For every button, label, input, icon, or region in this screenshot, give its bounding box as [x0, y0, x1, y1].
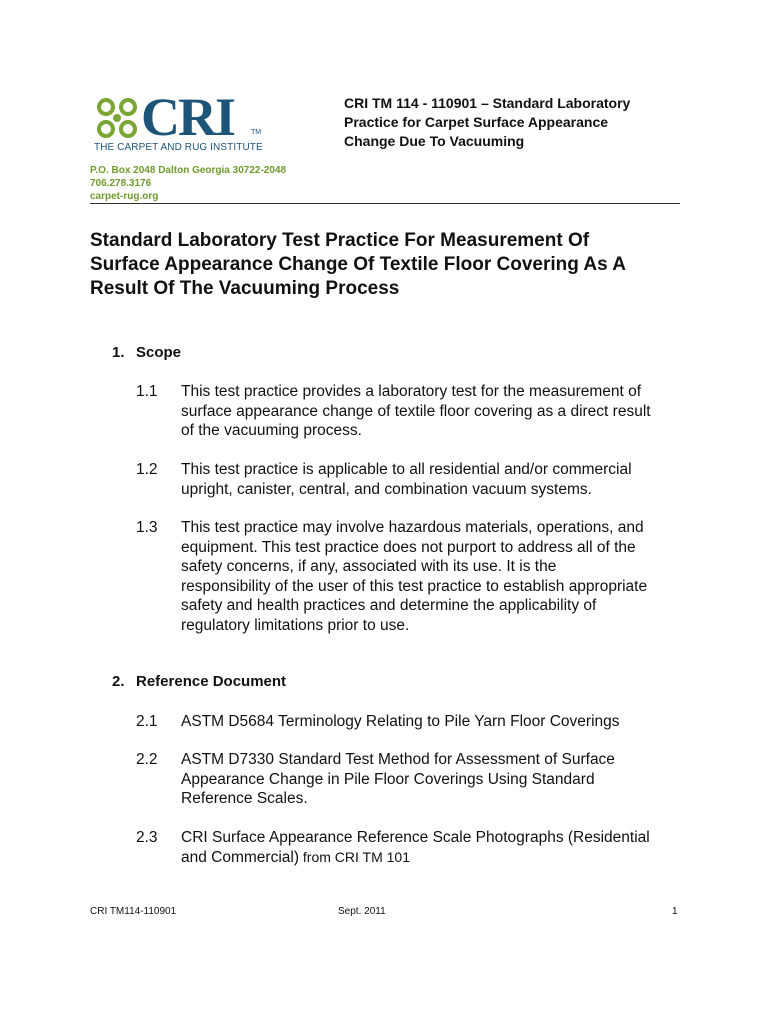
clause-line: regulatory limitations prior to use.	[181, 616, 410, 634]
clause-number: 1.1	[136, 383, 158, 400]
clause-line: surface appearance change of textile floor covering as a direct result	[181, 402, 651, 420]
clause-line: safety and health practices and determine the applicability of	[181, 597, 597, 614]
clause-line: ASTM D5684 Terminology Relating to Pile Yarn Floor Coverings	[181, 713, 620, 730]
clause-number: 1.2	[136, 461, 158, 478]
clause-line: Reference Scales.	[181, 790, 308, 807]
carpet-swirl-logo-icon	[94, 95, 140, 141]
cri-logo	[94, 87, 269, 159]
document-title-line: Result Of The Vacuuming Process	[90, 278, 400, 299]
section-heading-scope	[112, 343, 181, 363]
header-title-line: Practice for Carpet Surface Appearance	[344, 114, 609, 130]
header-title	[344, 94, 674, 151]
contact-block	[90, 164, 286, 203]
header-title-line: Change Due To Vacuuming	[344, 133, 525, 149]
clause-line: upright, canister, central, and combination vacuum systems.	[181, 480, 592, 498]
clause-text	[181, 382, 681, 441]
contact-website[interactable]: carpet-rug.org	[90, 191, 159, 202]
clause-text	[181, 750, 681, 809]
clause-line: ASTM D7330 Standard Test Method for Assessment of Surface	[181, 751, 615, 768]
contact-phone: 706.278.3176	[90, 178, 152, 189]
clause-suffix: from CRI TM 101	[299, 848, 411, 865]
footer-doc-id: CRI TM114-110901	[90, 906, 177, 917]
section-number: 2.	[112, 673, 125, 690]
section-title: Reference Document	[136, 673, 287, 690]
clause-line: This test practice may involve hazardous materials, operations, and	[181, 519, 644, 536]
clause-line: equipment. This test practice does not purport to address all of the	[181, 538, 636, 556]
clause-text	[181, 460, 681, 499]
header-title-line: CRI TM 114 - 110901 – Standard Laboratory	[344, 95, 631, 111]
clause-line: safety concerns, if any, associated with its use. It is the	[181, 558, 557, 575]
clause-line: This test practice provides a laboratory test for the measurement of	[181, 383, 642, 400]
clause-line	[181, 848, 681, 868]
clause-line: Appearance Change in Pile Floor Coverings Using Standard	[181, 770, 595, 788]
clause-number: 2.2	[136, 751, 158, 768]
clause-line: of the vacuuming process.	[181, 422, 362, 439]
logo-wordmark: CRI	[141, 87, 235, 147]
logo-subtitle: THE CARPET AND RUG INSTITUTE	[94, 142, 263, 153]
header-divider	[90, 203, 680, 204]
footer-page-number: 1	[672, 906, 678, 917]
clause-line-text: and Commercial)	[181, 848, 300, 866]
clause-line: This test practice is applicable to all residential and/or commercial	[181, 461, 632, 478]
section-heading-reference-document	[112, 672, 286, 692]
clause-text	[181, 828, 681, 867]
contact-address: P.O. Box 2048 Dalton Georgia 30722-2048	[90, 165, 287, 176]
document-title-line: Standard Laboratory Test Practice For Measurement Of	[90, 230, 590, 251]
clause-line: responsibility of the user of this test practice to establish appropriate	[181, 577, 648, 595]
section-title: Scope	[136, 344, 182, 361]
clause-number: 2.3	[136, 829, 158, 846]
document-title	[90, 229, 690, 301]
clause-number: 1.3	[136, 519, 158, 536]
footer-date: Sept. 2011	[338, 906, 386, 917]
document-title-line: Surface Appearance Change Of Textile Floor Covering As A	[90, 254, 626, 275]
clause-line: CRI Surface Appearance Reference Scale Photographs (Residential	[181, 829, 650, 846]
logo-trademark: TM	[251, 129, 262, 136]
section-number: 1.	[112, 344, 125, 361]
clause-number: 2.1	[136, 713, 158, 730]
clause-text	[181, 712, 681, 732]
clause-text	[181, 518, 681, 635]
